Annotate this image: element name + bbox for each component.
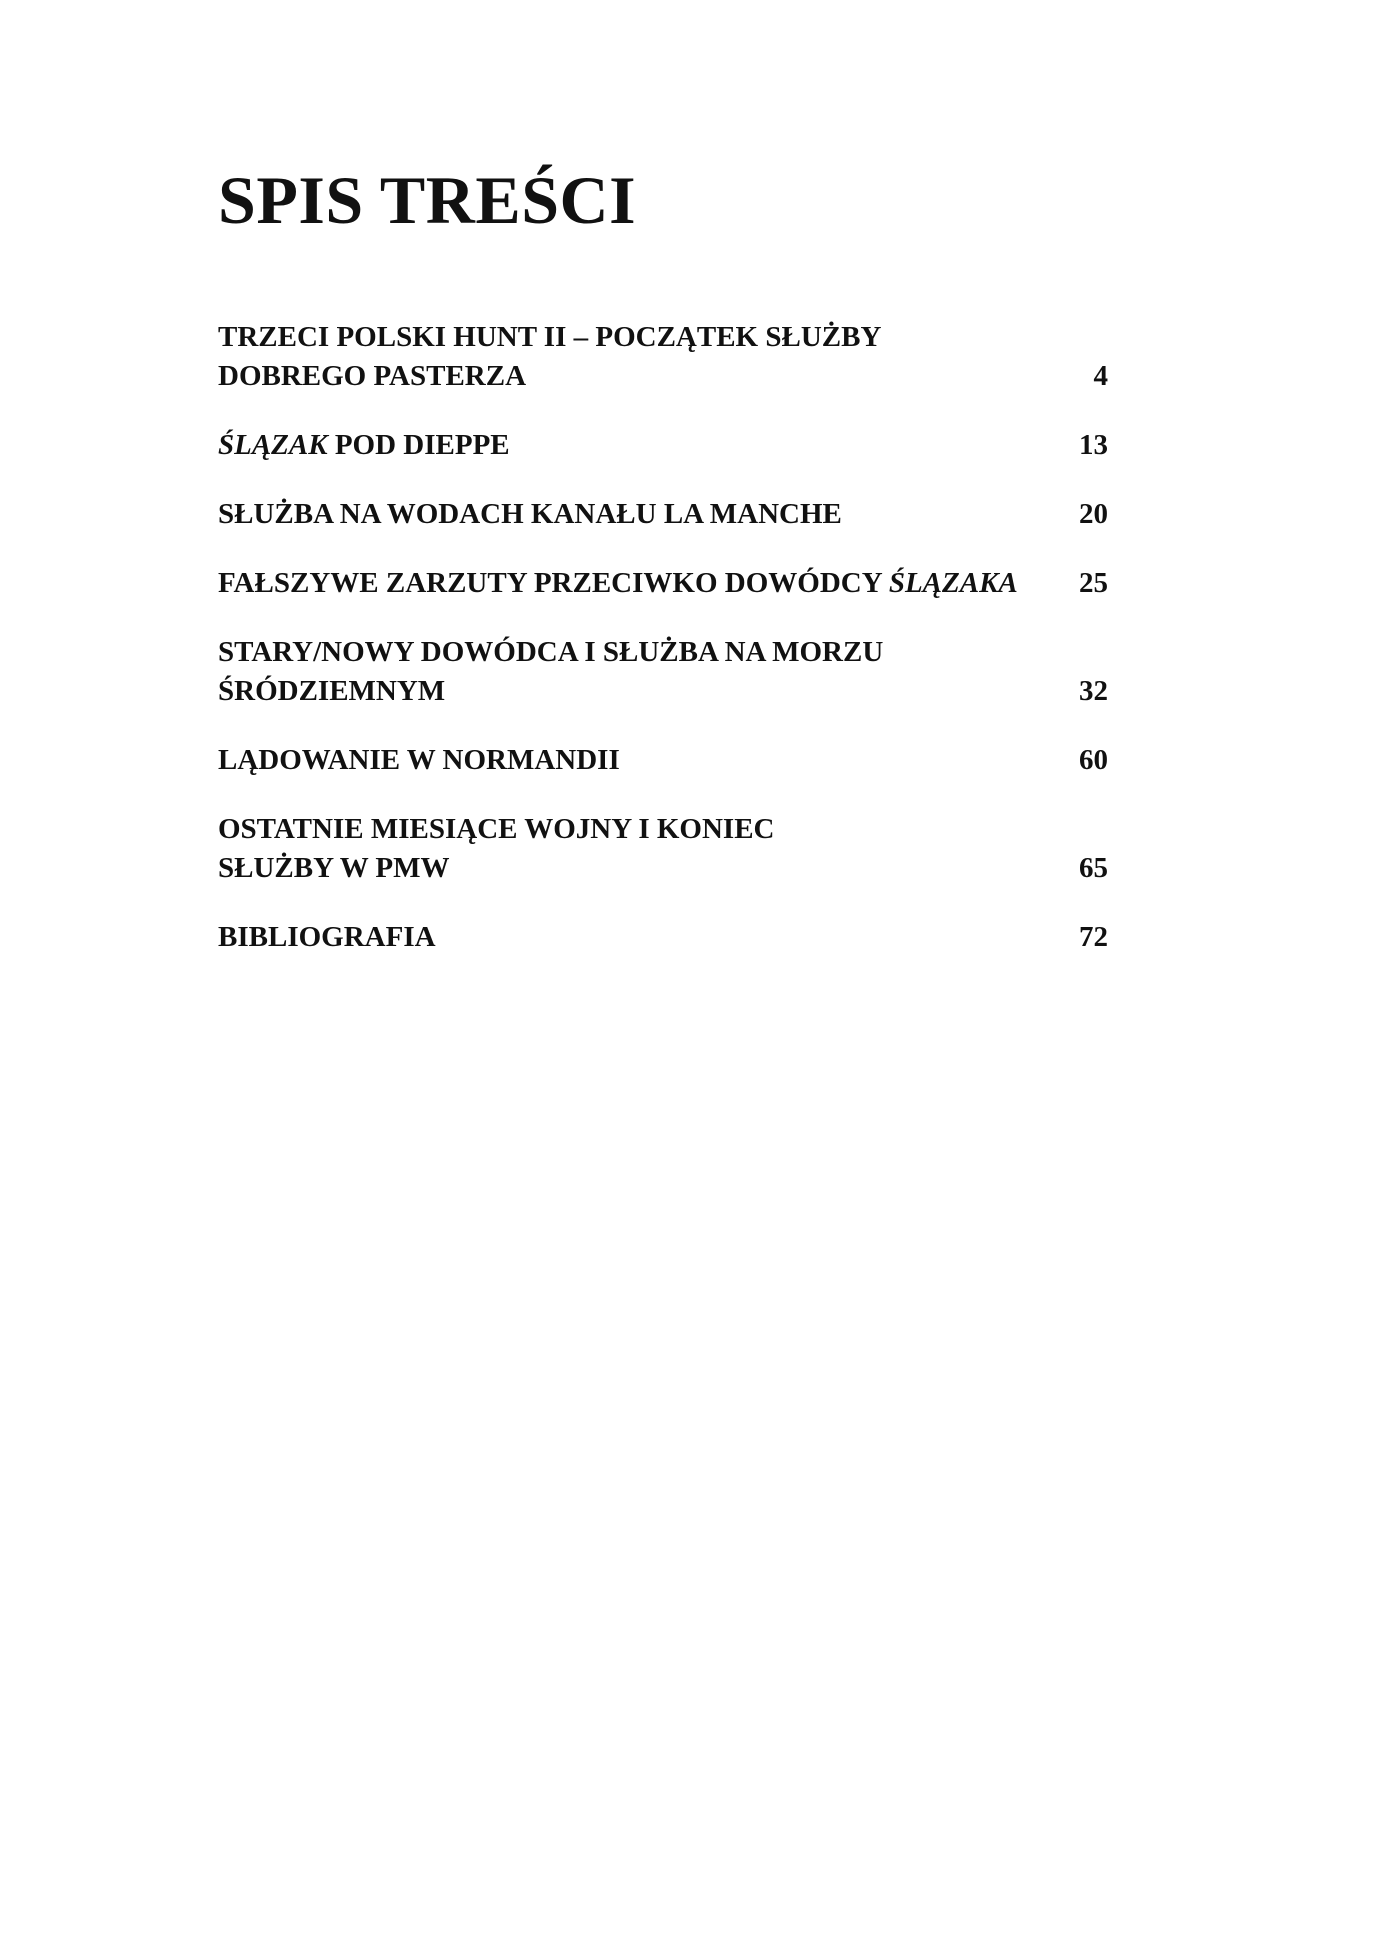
page-title: SPIS TREŚCI bbox=[218, 162, 637, 238]
toc-entry bbox=[218, 633, 1108, 711]
toc-entry bbox=[218, 426, 1108, 465]
toc-entry bbox=[218, 564, 1108, 603]
toc-title-segment: FAŁSZYWE ZARZUTY PRZECIWKO DOWÓDCY bbox=[218, 567, 889, 599]
toc-entry-title-line bbox=[218, 564, 1048, 603]
toc-entry-title-line bbox=[218, 741, 1048, 780]
toc-entry bbox=[218, 810, 1108, 888]
toc-entry-title bbox=[218, 741, 1068, 780]
toc-entry-title bbox=[218, 318, 1068, 396]
toc-title-segment: TRZECI POLSKI HUNT II – POCZĄTEK SŁUŻBY bbox=[218, 321, 882, 353]
toc-entry-title bbox=[218, 426, 1068, 465]
toc-page-number: 65 bbox=[1079, 852, 1108, 884]
table-of-contents bbox=[218, 318, 1108, 987]
toc-entry-title bbox=[218, 564, 1068, 603]
toc-title-segment: POD DIEPPE bbox=[327, 429, 510, 461]
toc-entry-title-line bbox=[218, 810, 1048, 849]
toc-entry-title-line bbox=[218, 633, 1048, 672]
toc-entry bbox=[218, 918, 1108, 957]
toc-title-segment: BIBLIOGRAFIA bbox=[218, 921, 436, 953]
toc-title-segment: SŁUŻBA NA WODACH KANAŁU LA MANCHE bbox=[218, 498, 842, 530]
toc-page-number: 13 bbox=[1079, 429, 1108, 461]
toc-title-segment: SŁUŻBY W PMW bbox=[218, 852, 450, 884]
toc-entry-title-line bbox=[218, 426, 1048, 465]
toc-title-segment: OSTATNIE MIESIĄCE WOJNY I KONIEC bbox=[218, 813, 775, 845]
toc-entry-title-line bbox=[218, 318, 1048, 357]
toc-title-segment: DOBREGO PASTERZA bbox=[218, 360, 527, 392]
toc-page-number: 20 bbox=[1079, 498, 1108, 530]
toc-entry-title bbox=[218, 495, 1068, 534]
toc-title-italic-segment: ŚLĄZAK bbox=[218, 429, 328, 461]
toc-title-segment: ŚRÓDZIEMNYM bbox=[218, 675, 446, 707]
toc-page-number: 4 bbox=[1093, 360, 1108, 392]
toc-page-number: 25 bbox=[1079, 567, 1108, 599]
toc-title-italic-segment: ŚLĄZAKA bbox=[888, 567, 1018, 599]
toc-entry-title-line bbox=[218, 918, 1048, 957]
toc-entry-title-line bbox=[218, 357, 1048, 396]
toc-entry bbox=[218, 318, 1108, 396]
toc-entry-title-line bbox=[218, 495, 1048, 534]
toc-entry-title bbox=[218, 918, 1068, 957]
toc-entry-title-line bbox=[218, 672, 1048, 711]
toc-page-number: 72 bbox=[1079, 921, 1108, 953]
toc-page-number: 32 bbox=[1079, 675, 1108, 707]
toc-page-number: 60 bbox=[1079, 744, 1108, 776]
toc-entry bbox=[218, 741, 1108, 780]
toc-entry-title-line bbox=[218, 849, 1048, 888]
toc-entry-title bbox=[218, 810, 1068, 888]
toc-title-segment: LĄDOWANIE W NORMANDII bbox=[218, 744, 620, 776]
toc-entry bbox=[218, 495, 1108, 534]
toc-entry-title bbox=[218, 633, 1068, 711]
toc-title-segment: STARY/NOWY DOWÓDCA I SŁUŻBA NA MORZU bbox=[218, 636, 884, 668]
